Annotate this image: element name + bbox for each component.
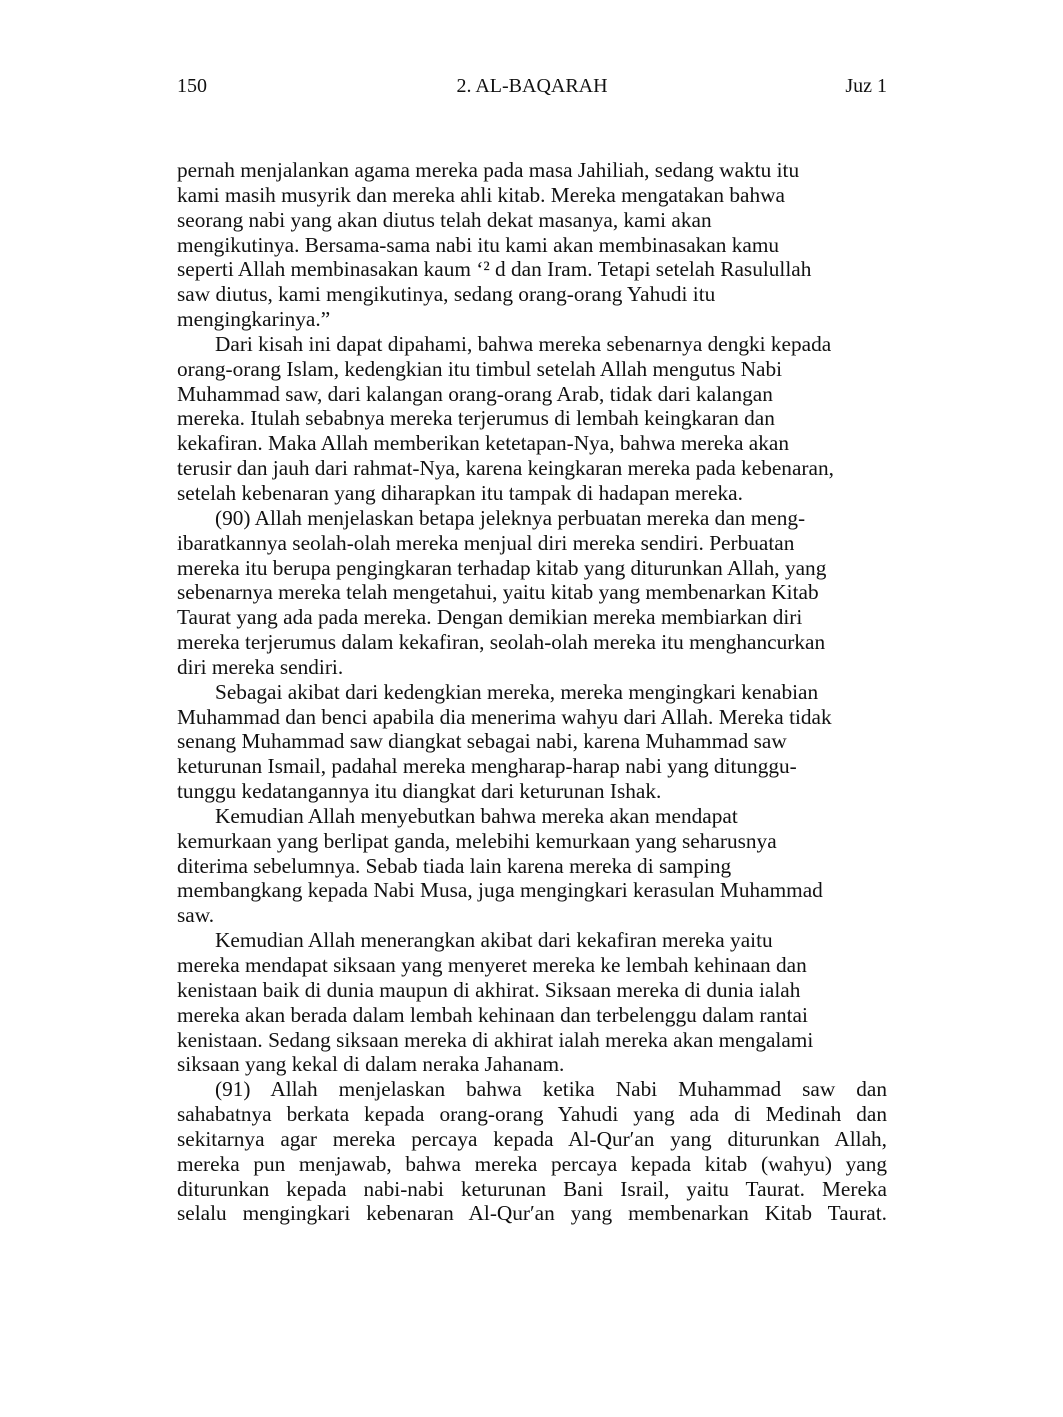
text-line: Kemudian Allah menyebutkan bahwa mereka akan mendapat xyxy=(215,803,738,828)
paragraph-verse-91 xyxy=(177,1077,887,1226)
text-line: mengikutinya. Bersama-sama nabi itu kami akan membinasakan kamu xyxy=(177,232,780,257)
text-line: Muhammad saw, dari kalangan orang-orang Arab, tidak dari kalangan xyxy=(177,381,773,406)
text-line: saw. xyxy=(177,903,215,928)
text-line: diterima sebelumnya. Sebab tiada lain karena mereka di samping xyxy=(177,853,732,878)
text-line: Sebagai akibat dari kedengkian mereka, mereka mengingkari kenabian xyxy=(215,679,819,704)
paragraph-2 xyxy=(177,332,887,506)
text-line: Muhammad dan benci apabila dia menerima wahyu dari Allah. Mereka tidak xyxy=(177,704,832,729)
text-line: diturunkan kepada nabi-nabi keturunan Bani Israil, yaitu Taurat. Mereka xyxy=(177,1176,887,1201)
text-line: siksaan yang kekal di dalam neraka Jahanam. xyxy=(177,1052,565,1077)
text-line: setelah kebenaran yang diharapkan itu tampak di hadapan mereka. xyxy=(177,480,743,505)
text-line: saw diutus, kami mengikutinya, sedang orang-orang Yahudi itu xyxy=(177,282,716,307)
chapter-title: 2. AL-BAQARAH xyxy=(456,75,608,97)
text-line: ibaratkannya seolah-olah mereka menjual diri mereka sendiri. Perbuatan xyxy=(177,530,795,555)
text-line: kenistaan baik di dunia maupun di akhirat. Siksaan mereka di dunia ialah xyxy=(177,977,801,1002)
text-line: mereka mendapat siksaan yang menyeret mereka ke lembah kehinaan dan xyxy=(177,953,807,977)
text-line: pernah menjalankan agama mereka pada masa Jahiliah, sedang waktu itu xyxy=(177,158,800,182)
text-line: keturunan Ismail, padahal mereka mengharap-harap nabi yang ditunggu- xyxy=(177,754,797,779)
text-line: kemurkaan yang berlipat ganda, melebihi kemurkaan yang seharusnya xyxy=(177,828,777,853)
text-line: kekafiran. Maka Allah memberikan ketetapan-Nya, bahwa mereka akan xyxy=(177,431,790,456)
juz-label: Juz 1 xyxy=(845,75,887,97)
text-line: mereka akan berada dalam lembah kehinaan dan terbelenggu dalam rantai xyxy=(177,1002,808,1027)
text-line: seperti Allah membinasakan kaum ‘² d dan Iram. Tetapi setelah Rasulullah xyxy=(177,257,812,282)
text-line: Kemudian Allah menerangkan akibat dari kekafiran mereka yaitu xyxy=(215,928,773,953)
paragraph-1-continued xyxy=(177,158,887,332)
body-text xyxy=(177,158,887,1226)
text-line: kenistaan. Sedang siksaan mereka di akhirat ialah mereka akan mengalami xyxy=(177,1027,814,1052)
text-line: seorang nabi yang akan diutus telah dekat masanya, kami akan xyxy=(177,207,712,232)
text-line: mereka. Itulah sebabnya mereka terjerumus di lembah keingkaran dan xyxy=(177,406,775,431)
page-number: 150 xyxy=(177,75,207,97)
text-line: kami masih musyrik dan mereka ahli kitab. Mereka mengatakan bahwa xyxy=(177,182,785,207)
text-line: diri mereka sendiri. xyxy=(177,654,344,679)
text-line: tunggu kedatangannya itu diangkat dari keturunan Ishak. xyxy=(177,779,662,804)
paragraph-5 xyxy=(177,804,887,928)
text-line: mereka itu berupa pengingkaran terhadap kitab yang diturunkan Allah, yang xyxy=(177,555,827,580)
text-line: (91) Allah menjelaskan bahwa ketika Nabi Muhammad saw dan xyxy=(215,1077,887,1102)
text-line: orang-orang Islam, kedengkian itu timbul setelah Allah mengutus Nabi xyxy=(177,356,783,381)
text-line: sebenarnya mereka telah mengetahui, yaitu kitab yang membenarkan Kitab xyxy=(177,580,819,605)
text-line: selalu mengingkari kebenaran Al-Qur′an yang membenarkan Kitab Taurat. xyxy=(177,1201,887,1226)
text-line: (90) Allah menjelaskan betapa jeleknya perbuatan mereka dan meng- xyxy=(215,505,806,530)
paragraph-4 xyxy=(177,680,887,804)
text-line: senang Muhammad saw diangkat sebagai nabi, karena Muhammad saw xyxy=(177,729,787,754)
text-line: mereka pun menjawab, bahwa mereka percaya kepada kitab (wahyu) yang xyxy=(177,1151,887,1176)
text-line: sahabatnya berkata kepada orang-orang Yahudi yang ada di Medinah dan xyxy=(177,1102,887,1127)
text-line: Dari kisah ini dapat dipahami, bahwa mereka sebenarnya dengki kepada xyxy=(215,331,832,356)
running-header xyxy=(177,72,887,100)
paragraph-verse-90 xyxy=(177,506,887,680)
text-line: Taurat yang ada pada mereka. Dengan demikian mereka membiarkan diri xyxy=(177,605,803,630)
text-line: mereka terjerumus dalam kekafiran, seolah-olah mereka itu menghancurkan xyxy=(177,630,826,655)
paragraph-6 xyxy=(177,928,887,1077)
text-line: mengingkarinya.” xyxy=(177,307,331,332)
text-line: terusir dan jauh dari rahmat-Nya, karena keingkaran mereka pada kebenaran, xyxy=(177,456,834,481)
text-line: membangkang kepada Nabi Musa, juga mengingkari kerasulan Muhammad xyxy=(177,878,823,903)
text-line: sekitarnya agar mereka percaya kepada Al-Qur′an yang diturunkan Allah, xyxy=(177,1126,887,1151)
